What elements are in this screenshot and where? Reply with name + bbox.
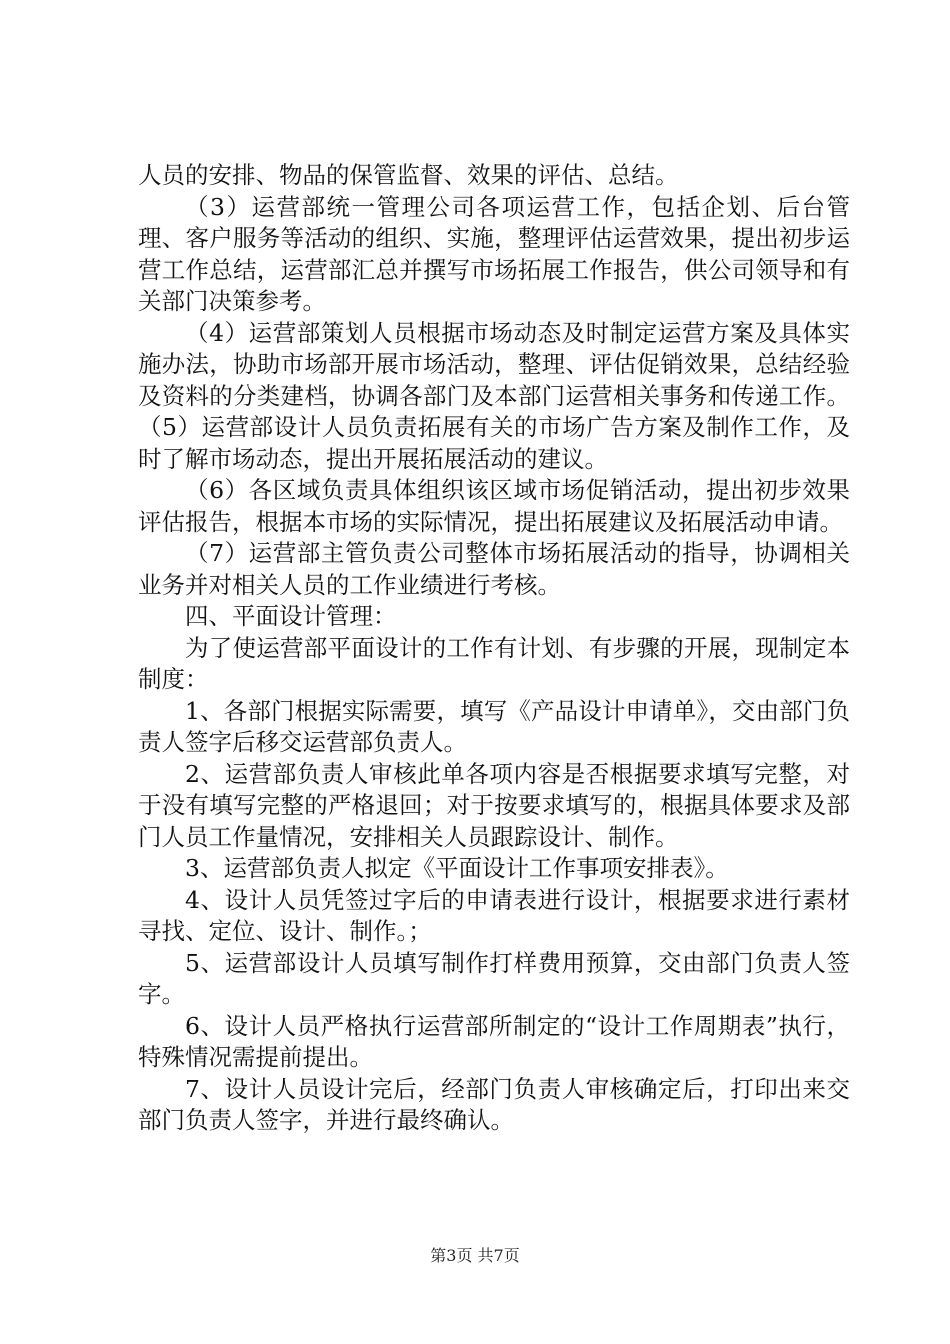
paragraph-item-7: （7）运营部主管负责公司整体市场拓展活动的指导，协调相关业务并对相关人员的工作业绩进行考核。 [138, 539, 850, 599]
paragraph-continuation: 人员的安排、物品的保管监督、效果的评估、总结。 [138, 161, 679, 189]
paragraph-item-6: （6）各区域负责具体组织该区域市场促销活动，提出初步效果评估报告，根据本市场的实际情况，提出拓展建议及拓展活动申请。 [138, 476, 850, 536]
list-item-5: 5、运营部设计人员填写制作打样费用预算，交由部门负责人签字。 [138, 948, 850, 1008]
list-item-7: 7、设计人员设计完后，经部门负责人审核确定后，打印出来交部门负责人签字，并进行最终确认。 [138, 1074, 850, 1134]
list-item-6: 6、设计人员严格执行运营部所制定的“设计工作周期表”执行，特殊情况需提前提出。 [138, 1011, 850, 1071]
list-item-3: 3、运营部负责人拟定《平面设计工作事项安排表》。 [185, 854, 729, 882]
paragraph-item-3: （3）运营部统一管理公司各项运营工作，包括企划、后台管理、客户服务等活动的组织、实施，整理评估运营效果，提出初步运营工作总结，运营部汇总并撰写市场拓展工作报告，供公司领导和有关部门决策参考。 [138, 192, 850, 315]
page-number-footer: 第3页 共7页 [430, 1246, 520, 1265]
list-item-2: 2、运营部负责人审核此单各项内容是否根据要求填写完整，对于没有填写完整的严格退回；对于按要求填写的，根据具体要求及部门人员工作量情况，安排相关人员跟踪设计、制作。 [138, 759, 850, 851]
list-item-4: 4、设计人员凭签过字后的申请表进行设计，根据要求进行素材寻找、定位、设计、制作。； [138, 885, 850, 945]
section-heading: 四、平面设计管理： [185, 602, 397, 630]
paragraph-intro: 为了使运营部平面设计的工作有计划、有步骤的开展，现制定本制度： [138, 633, 850, 693]
list-item-1: 1、各部门根据实际需要，填写《产品设计申请单》，交由部门负责人签字后移交运营部负责人。 [138, 696, 850, 756]
document-body [138, 160, 850, 1137]
paragraph-item-4-5: （4）运营部策划人员根据市场动态及时制定运营方案及具体实施办法，协助市场部开展市场活动，整理、评估促销效果，总结经验及资料的分类建档，协调各部门及本部门运营相关事务和传递工作。（5）运营部设计人员负责拓展有关的市场广告方案及制作工作，及时了解市场动态，提出开展拓展活动的建议。 [138, 318, 850, 473]
